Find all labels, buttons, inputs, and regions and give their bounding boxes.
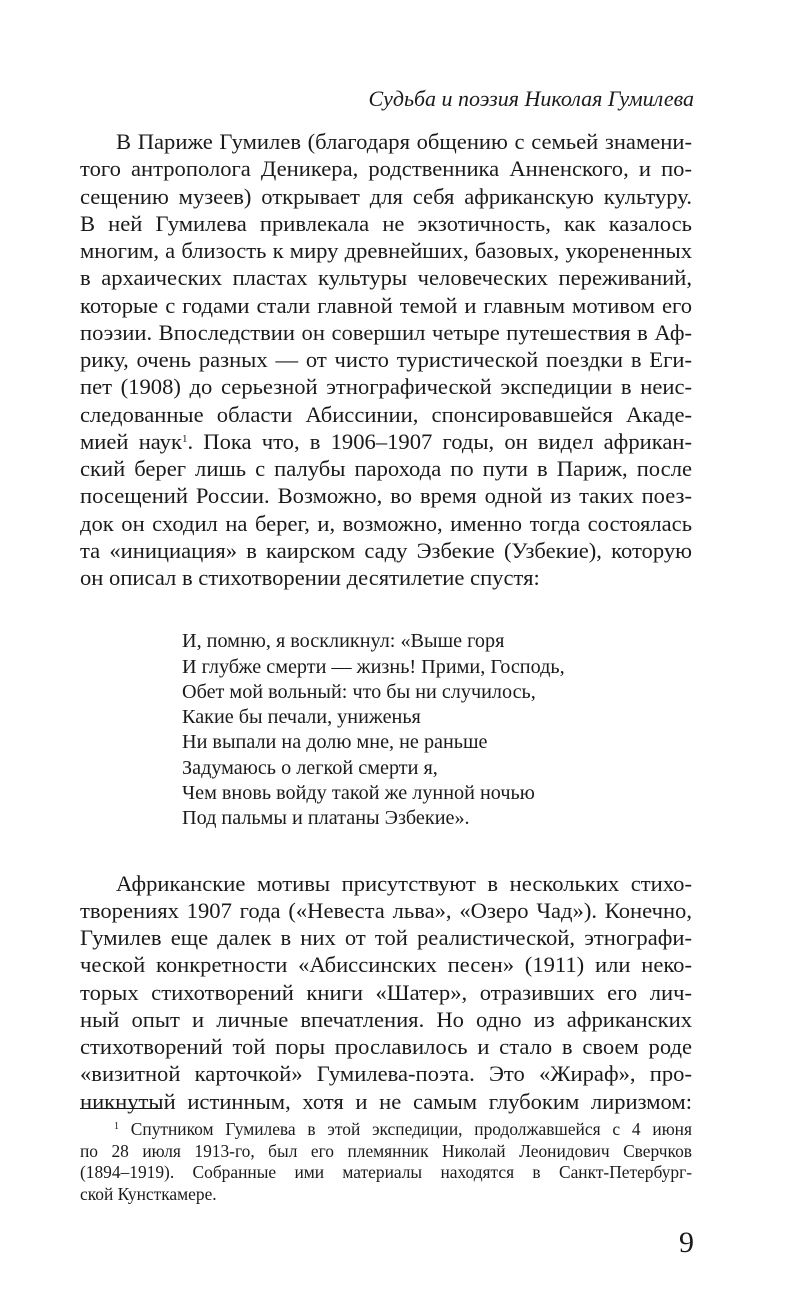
text-line: посещений России. Возможно, во время одной из таких поез- [80,483,692,509]
text-fragment: мией наук [80,428,182,454]
footnote-marker: 1 [114,1121,119,1132]
text-line: ческой конкретности «Абиссинских песен» (1911) или неко- [80,952,692,978]
footnote-line: по 28 июля 1913-го, был его племянник Николай Леонидович Сверчков [80,1140,692,1161]
poem-verse: Чем вновь войду такой же лунной ночью [182,782,535,805]
text-line: Африканские мотивы присутствуют в нескольких стихо- [116,870,692,896]
text-line: ский берег лишь с палубы парохода по пути в Париж, после [80,456,692,481]
poem-verse: Какие бы печали, униженья [182,706,421,729]
footnote [80,1119,692,1206]
footnote-line: (1894–1919). Собранные ими материалы находятся в Санкт-Петербург- [80,1162,692,1183]
text-line: док он сходил на берег, и, возможно, именно тогда состоялась [80,510,692,536]
running-header: Судьба и поэзия Николая Гумилева [368,86,694,111]
footnote-line: ской Кунсткамере. [80,1184,217,1205]
text-line: следованные области Абиссинии, спонсировавшейся Акаде- [80,401,692,427]
text-line: В Париже Гумилев (благодаря общению с семьей знамени- [116,129,692,154]
poem [182,629,692,831]
poem-verse: Ни выпали на долю мне, не раньше [182,731,488,754]
poem-verse: Задумаюсь о легкой смерти я, [182,756,438,779]
text-line: рику, очень разных — от чисто туристической поездки в Еги- [80,347,692,372]
poem-verse: Под пальмы и платаны Эзбекие». [182,807,470,830]
page-number: 9 [679,1226,694,1259]
text-line: он описал в стихотворении десятилетие спустя: [80,565,540,590]
main-text [80,128,692,1115]
footnote-fragment: Спутником Гумилева в этой экспедиции, продолжавшейся с 4 июня [119,1119,692,1139]
footnote-reference[interactable]: 1 [181,432,188,445]
text-line: поэзии. Впоследствии он совершил четыре путешествия в Аф- [80,319,692,345]
poem-verse: И, помню, я воскликнул: «Выше горя [182,630,505,653]
text-line: стихотворений той поры прославилось и стало в своем роде [80,1034,692,1060]
text-line: никнутый истинным, хотя и не самым глубоким лиризмом: [80,1088,692,1114]
text-line: ный опыт и личные впечатления. Но одно из африканских [80,1006,692,1032]
poem-verse: И глубже смерти — жизнь! Прими, Господь, [182,655,565,678]
text-line: «визитной карточкой» Гумилева-поэта. Это «Жираф», про- [80,1061,692,1087]
paragraph-2 [80,870,692,1115]
text-line: В ней Гумилева привлекала не экзотичность, как казалось [80,210,692,236]
footnote-line [80,1119,692,1141]
text-line: торых стихотворений книги «Шатер», отразивших его лич- [80,979,692,1005]
text-line: творениях 1907 года («Невеста льва», «Озеро Чад»). Конечно, [80,897,692,923]
text-line: которые с годами стали главной темой и главным мотивом его [80,292,692,318]
paragraph-1 [80,128,692,591]
text-line: Гумилев еще далек в них от той реалистической, этнографи- [80,925,692,951]
text-line: в архаических пластах культуры человеческих переживаний, [80,265,692,291]
text-line-with-footnote [80,428,692,455]
text-line: того антрополога Деникера, родственника Анненского, и по- [80,156,692,182]
text-line: пет (1908) до серьезной этнографической экспедиции в неис- [80,374,692,400]
poem-verse: Обет мой вольный: что бы ни случилось, [182,680,536,703]
text-fragment: . Пока что, в 1906–1907 годы, он видел африкан- [187,428,692,454]
footnote-divider [80,1108,160,1109]
text-line: сещению музеев) открывает для себя африканскую культуру. [80,183,692,209]
text-line: та «инициация» в каирском саду Эзбекие (Узбекие), которую [80,537,692,563]
text-line: многим, а близость к миру древнейших, базовых, укорененных [80,238,692,263]
